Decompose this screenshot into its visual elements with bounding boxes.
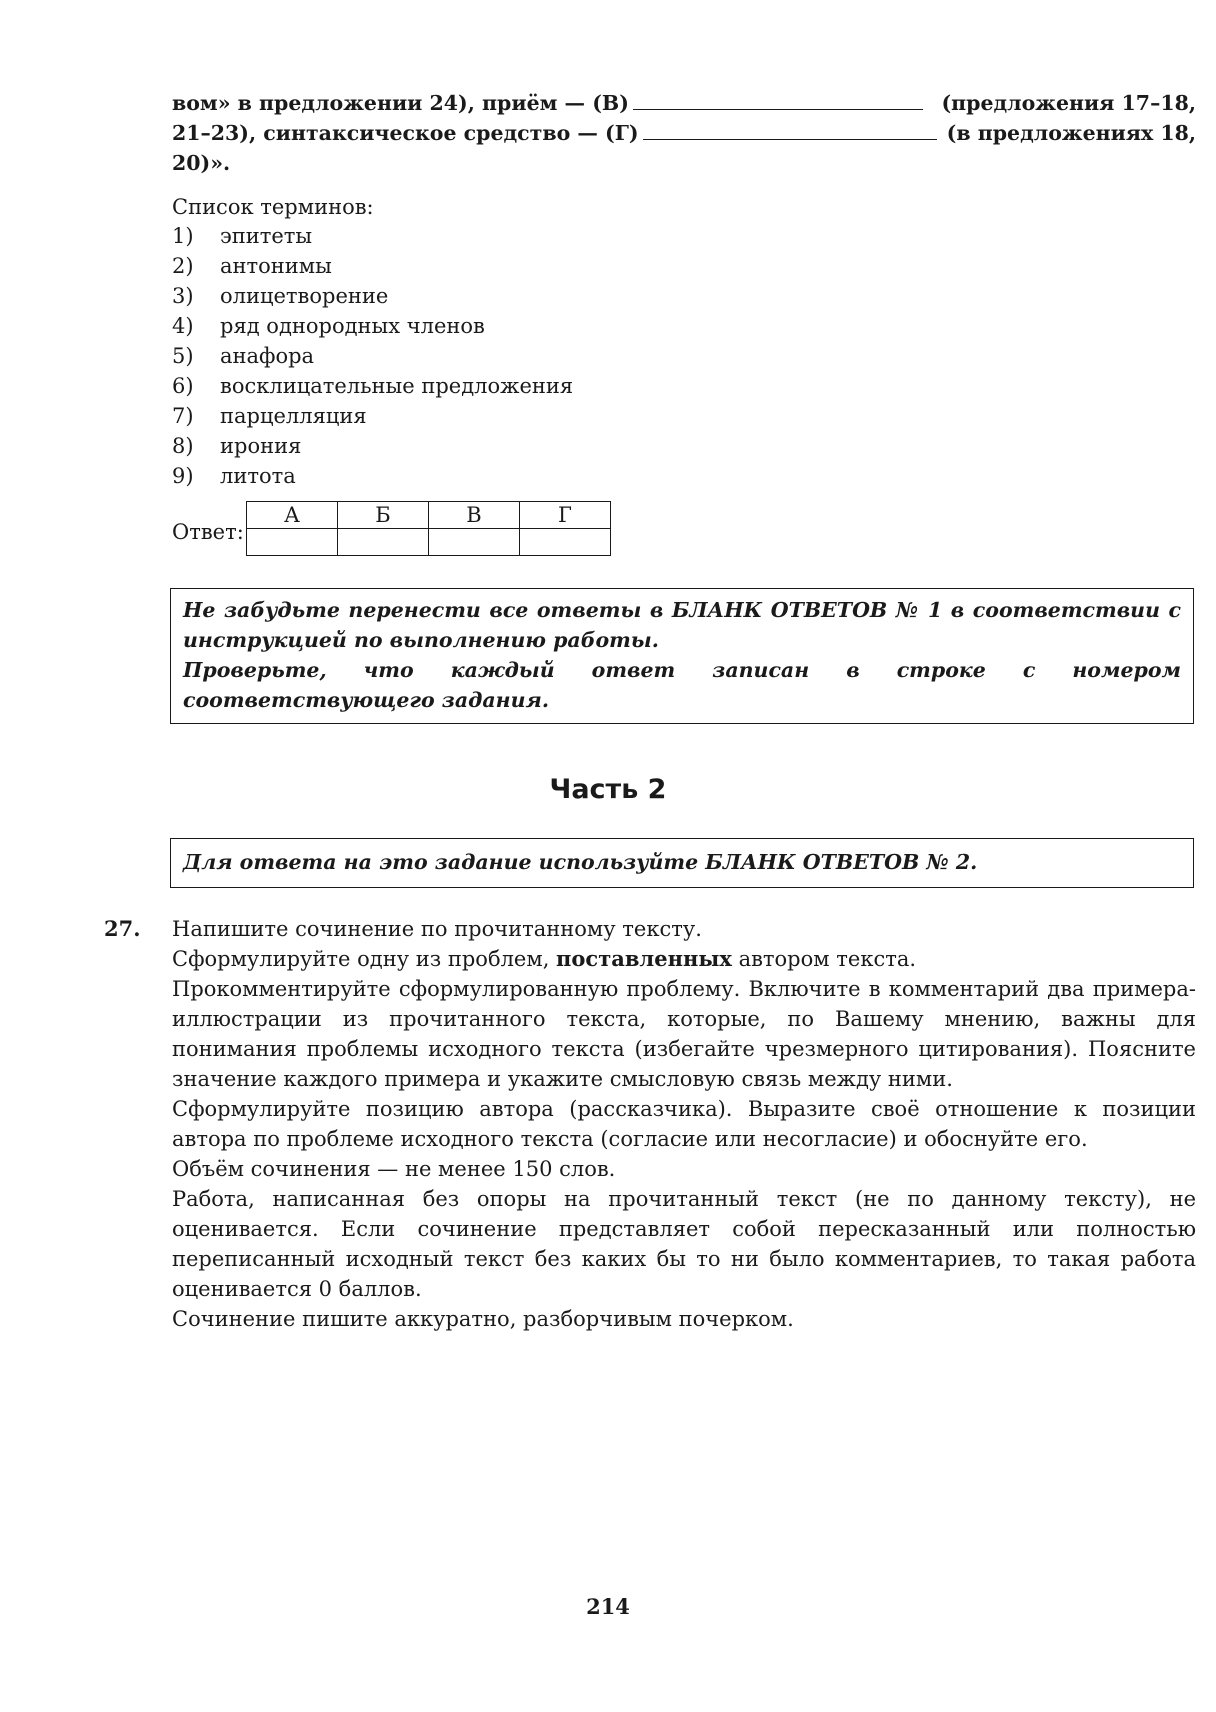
term-item <box>172 341 573 371</box>
term-item <box>172 371 573 401</box>
term-item <box>172 251 573 281</box>
answer-table <box>246 501 611 556</box>
continuation-line2-left: 21–23), синтаксическое средство — (Г) <box>172 121 639 145</box>
task27-body <box>172 914 1196 1334</box>
continuation-line-1 <box>172 88 1196 118</box>
term-label: восклицательные предложения <box>220 374 574 398</box>
term-number: 5) <box>172 344 194 368</box>
task27-paragraph-7: Сочинение пишите аккуратно, разборчивым почерком. <box>172 1307 794 1331</box>
term-label: литота <box>220 464 296 488</box>
term-number: 4) <box>172 314 194 338</box>
term-label: анафора <box>220 344 315 368</box>
part2-notice-text: Для ответа на это задание используйте БЛАНК ОТВЕТОВ № 2. <box>183 850 978 874</box>
part2-title: Часть 2 <box>549 774 667 805</box>
answer-column-header: В <box>429 502 520 529</box>
term-item <box>172 461 573 491</box>
task27-p2-before: Сформулируйте одну из проблем, <box>172 947 557 971</box>
continuation-line-2 <box>172 118 1196 148</box>
term-number: 3) <box>172 284 194 308</box>
term-number: 8) <box>172 434 194 458</box>
term-number: 9) <box>172 464 194 488</box>
task27-p2-bold: поставленных <box>556 946 732 971</box>
term-number: 1) <box>172 224 194 248</box>
term-label: олицетворение <box>220 284 389 308</box>
answer-cell-b[interactable] <box>338 529 429 556</box>
continuation-line-3 <box>172 148 1196 178</box>
task27-paragraph-6: Работа, написанная без опоры на прочитанный текст (не по данному тексту), не оценивается. Если сочинение представляет собой пересказанный или полностью переписанный исходный текст без каких бы то ни было комментариев, то такая работа оценивается 0 баллов. <box>172 1187 1196 1301</box>
term-number: 7) <box>172 404 194 428</box>
continuation-line2-right: (в предложениях 18, <box>946 121 1196 145</box>
task27-paragraph-3: Прокомментируйте сформулированную проблему. Включите в комментарий два примера-иллюстрации из прочитанного текста, которые, по Вашему мнению, важны для понимания проблемы исходного текста (избегайте чрезмерного цитирования). Поясните значение каждого примера и укажите смысловую связь между ними. <box>172 977 1196 1091</box>
term-label: ирония <box>220 434 302 458</box>
answer-label: Ответ: <box>172 520 244 544</box>
page-number: 214 <box>586 1594 630 1619</box>
term-label: ряд однородных членов <box>220 314 485 338</box>
task-number: 27. <box>104 916 141 941</box>
term-number: 2) <box>172 254 194 278</box>
answer-column-header: Б <box>338 502 429 529</box>
term-number: 6) <box>172 374 194 398</box>
answer-column-header: А <box>247 502 338 529</box>
answer-blank-g <box>643 121 937 140</box>
answer-column-header: Г <box>520 502 611 529</box>
task27-paragraph-5: Объём сочинения — не менее 150 слов. <box>172 1157 616 1181</box>
term-item <box>172 431 573 461</box>
task27-p2-after: автором текста. <box>731 947 917 971</box>
continuation-line3: 20)». <box>172 151 231 175</box>
answer-input-row <box>247 529 611 556</box>
term-label: антонимы <box>220 254 332 278</box>
task26-continuation <box>172 88 1196 178</box>
task27-paragraph-2 <box>172 944 1196 974</box>
answer-header-row <box>247 502 611 529</box>
continuation-line1-right: (предложения 17–18, <box>941 91 1196 115</box>
term-label: парцелляция <box>220 404 367 428</box>
term-item <box>172 401 573 431</box>
part2-notice <box>170 838 1194 888</box>
continuation-line1-left: вом» в предложении 24), приём — (В) <box>172 91 629 115</box>
answer-cell-g[interactable] <box>520 529 611 556</box>
notice-line-2: Проверьте, что каждый ответ записан в строке с номером соответствующего задания. <box>183 658 1181 712</box>
answer-cell-a[interactable] <box>247 529 338 556</box>
answer-cell-v[interactable] <box>429 529 520 556</box>
term-item <box>172 281 573 311</box>
terms-header: Список терминов: <box>172 195 374 219</box>
term-item <box>172 221 573 251</box>
notice-line-1: Не забудьте перенести все ответы в БЛАНК ОТВЕТОВ № 1 в соответствии с инструкцией по выполнению работы. <box>183 598 1181 652</box>
terms-list <box>172 221 573 491</box>
task27-paragraph-1: Напишите сочинение по прочитанному тексту. <box>172 917 702 941</box>
answer-blank-v <box>633 91 923 110</box>
task27-paragraph-4: Сформулируйте позицию автора (рассказчика). Выразите своё отношение к позиции автора по проблеме исходного текста (согласие или несогласие) и обоснуйте его. <box>172 1097 1196 1151</box>
answer-transfer-notice <box>170 588 1194 724</box>
term-label: эпитеты <box>220 224 313 248</box>
term-item <box>172 311 573 341</box>
